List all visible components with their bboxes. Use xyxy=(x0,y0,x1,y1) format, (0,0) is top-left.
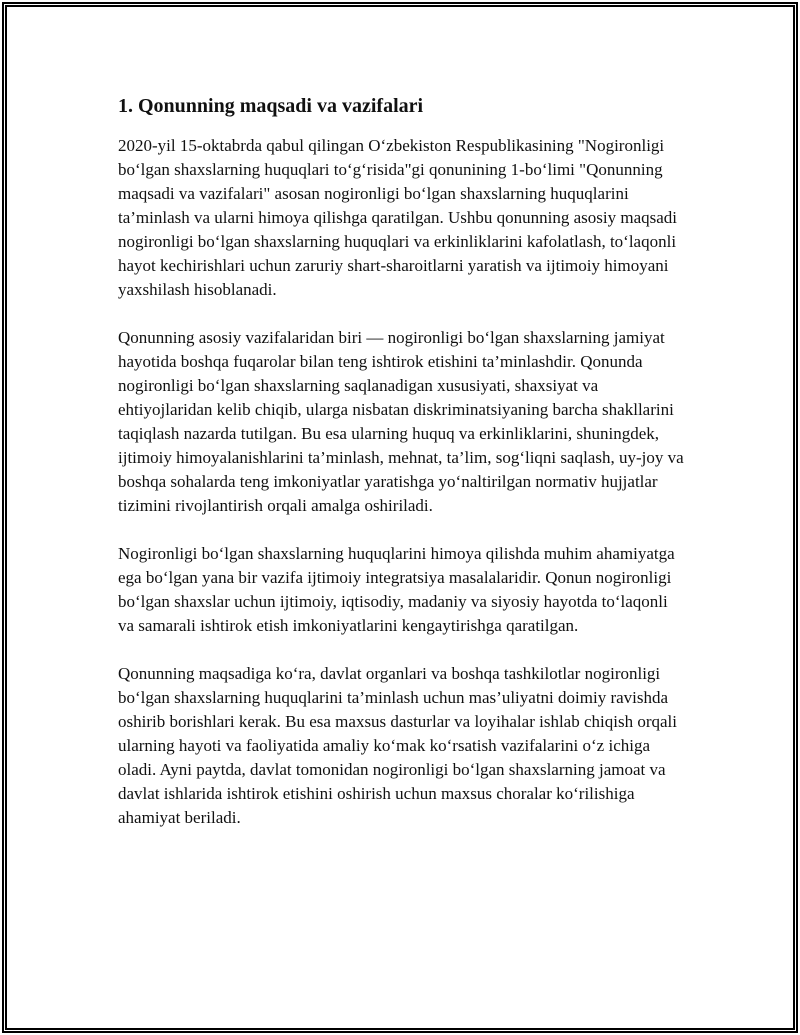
section-heading: 1. Qonunning maqsadi va vazifalari xyxy=(118,95,424,117)
paragraph-1: 2020-yil 15-oktabrda qabul qilingan O‘zbekiston Respublikasining "Nogironligi bo‘lgan shaxslarning huquqlari to‘g‘risida"gi qonunining 1-bo‘limi "Qonunning maqsadi va vazifalari" asosan nogironligi bo‘lgan shaxslarning huquqlarini ta’minlash va ularni himoya qilishga qaratilgan. Ushbu qonunning asosiy maqsadi nogironligi bo‘lgan shaxslarning huquqlari va erkinliklarini kafolatlash, to‘laqonli hayot kechirishlari uchun zaruriy shart-sharoitlarni yaratish va ijtimoiy himoyani yaxshilash hisoblanadi. xyxy=(118,136,678,299)
document-body xyxy=(118,92,688,854)
paragraph-3: Nogironligi bo‘lgan shaxslarning huquqlarini himoya qilishda muhim ahamiyatga ega bo‘lgan yana bir vazifa ijtimoiy integratsiya masalalaridir. Qonun nogironligi bo‘lgan shaxslar uchun ijtimoiy, iqtisodiy, madaniy va siyosiy hayotda to‘laqonli va samarali ishtirok etish imkoniyatlarini kengaytirishga qaratilgan. xyxy=(118,544,675,635)
paragraph-4: Qonunning maqsadiga ko‘ra, davlat organlari va boshqa tashkilotlar nogironligi bo‘lgan shaxslarning huquqlarini ta’minlash uchun mas’uliyatni doimiy ravishda oshirib borishlari kerak. Bu esa maxsus dasturlar va loyihalar ishlab chiqish orqali ularning hayoti va faoliyatida amaliy ko‘mak ko‘rsatish vazifalarini o‘z ichiga oladi. Ayni paytda, davlat tomonidan nogironligi bo‘lgan shaxslarning jamoat va davlat ishlarida ishtirok etishini oshirish uchun maxsus choralar ko‘rilishiga ahamiyat beriladi. xyxy=(118,664,677,827)
paragraph-2: Qonunning asosiy vazifalaridan biri — nogironligi bo‘lgan shaxslarning jamiyat hayotida boshqa fuqarolar bilan teng ishtirok etishini ta’minlashdir. Qonunda nogironligi bo‘lgan shaxslarning saqlanadigan xususiyati, shaxsiyat va ehtiyojlaridan kelib chiqib, ularga nisbatan diskriminatsiyaning barcha shakllarini taqiqlash nazarda tutilgan. Bu esa ularning huquq va erkinliklarini, shuningdek, ijtimoiy himoyalanishlarini ta’minlash, mehnat, ta’lim, sog‘liqni saqlash, uy-joy va boshqa sohalarda teng imkoniyatlar yaratishga yo‘naltirilgan normativ hujjatlar tizimini rivojlantirish orqali amalga oshiriladi. xyxy=(118,328,684,515)
